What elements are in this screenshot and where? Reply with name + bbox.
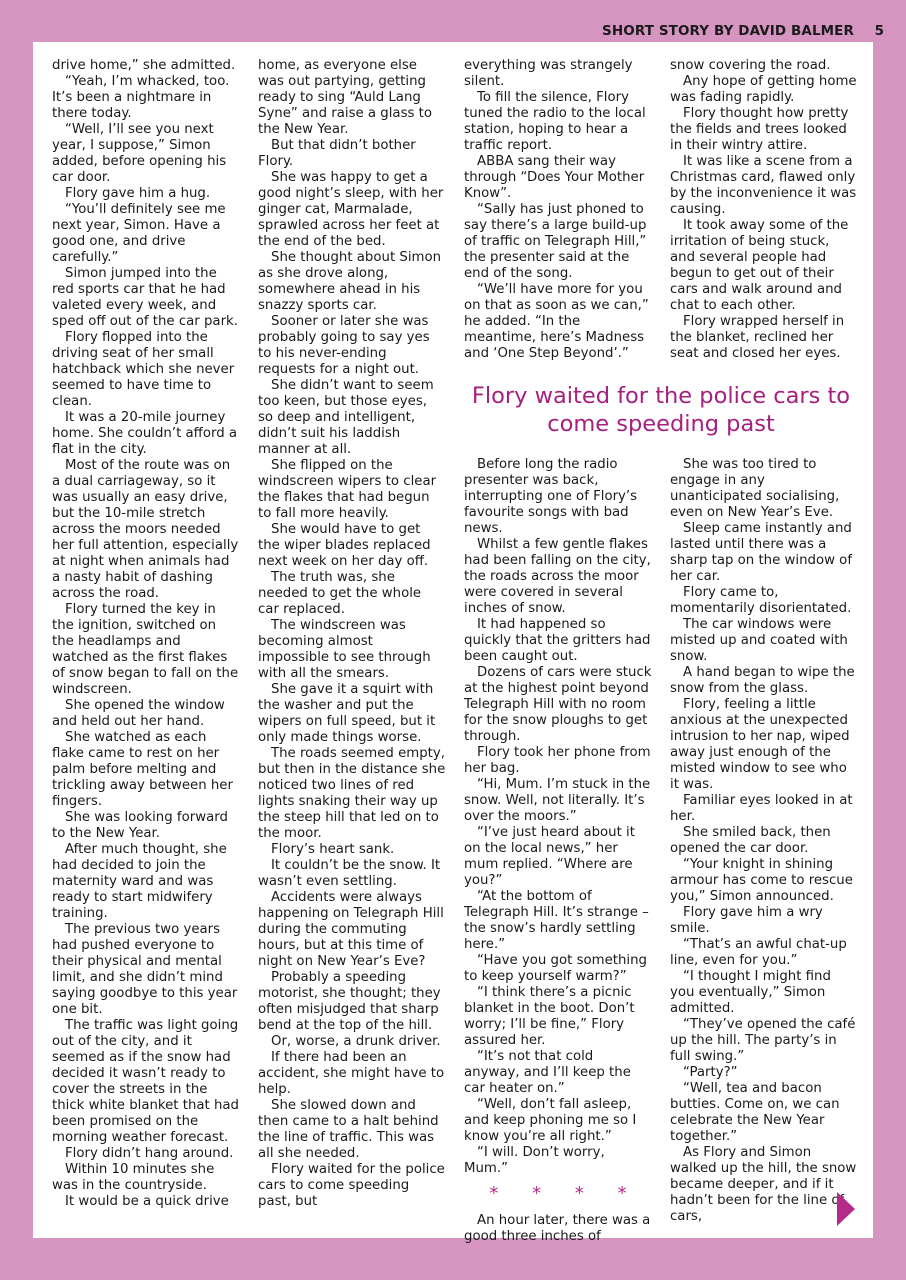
paragraph: “We’ll have more for you on that as soon as we can,” he added. “In the meantime, here’s Madness and ‘One Step Beyond’.” <box>464 282 649 361</box>
paragraph: Flory turned the key in the ignition, switched on the headlamps and watched as the first flakes of snow began to fall on the windscreen. <box>52 602 239 697</box>
page-number: 5 <box>874 23 884 39</box>
paragraph: To fill the silence, Flory tuned the radio to the local station, hoping to hear a traffic report. <box>464 90 646 153</box>
paragraph: She gave it a squirt with the washer and put the wipers on full speed, but it only made things worse. <box>258 682 436 745</box>
paragraph: ABBA sang their way through “Does Your Mother Know”. <box>464 154 645 201</box>
text-column-2 <box>258 58 446 1210</box>
section-divider-stars: * * * * <box>489 1183 641 1204</box>
paragraph: “They’ve opened the café up the hill. The party’s in full swing.” <box>670 1017 856 1064</box>
paragraph: Or, worse, a drunk driver. <box>271 1034 441 1049</box>
paragraph: Probably a speeding motorist, she thought; they often misjudged that sharp bend at the top of the hill. <box>258 970 441 1033</box>
paragraph: The car windows were misted up and coated with snow. <box>670 617 848 664</box>
paragraph: Flory thought how pretty the fields and trees looked in their wintry attire. <box>670 106 849 153</box>
paragraph: Before long the radio presenter was back, interrupting one of Flory’s favourite songs with bad news. <box>464 457 638 536</box>
paragraph: “I thought I might find you eventually,” Simon admitted. <box>670 969 831 1016</box>
paragraph: “I’ve just heard about it on the local news,” her mum replied. “Where are you?” <box>464 825 635 888</box>
paragraph: As Flory and Simon walked up the hill, the snow became deeper, and if it hadn’t been for the line of cars, <box>670 1145 857 1224</box>
paragraph: She was looking forward to the New Year. <box>52 810 228 841</box>
paragraph: She would have to get the wiper blades replaced next week on her day off. <box>258 522 431 569</box>
paragraph: “At the bottom of Telegraph Hill. It’s strange – the snow’s hardly settling here.” <box>464 889 649 952</box>
paragraph: “Your knight in shining armour has come to rescue you,” Simon announced. <box>670 857 853 904</box>
paragraph: It couldn’t be the snow. It wasn’t even settling. <box>258 858 441 889</box>
paragraph: It took away some of the irritation of being stuck, and several people had begun to get out of their cars and walk around and chat to each other. <box>670 218 849 313</box>
page-body <box>33 42 873 1244</box>
paragraph: It was like a scene from a Christmas card, flawed only by the inconvenience it was causing. <box>670 154 857 217</box>
paragraph: drive home,” she admitted. <box>52 58 236 73</box>
text-column-3-top <box>464 58 652 362</box>
paragraph: If there had been an accident, she might have to help. <box>258 1050 445 1097</box>
paragraph: She was too tired to engage in any unanticipated socialising, even on New Year’s Eve. <box>670 457 840 520</box>
text-column-1 <box>52 58 240 1210</box>
paragraph: It would be a quick drive <box>65 1194 229 1209</box>
paragraph: “I think there’s a picnic blanket in the boot. Don’t worry; I’ll be fine,” Flory assured her. <box>464 985 635 1048</box>
paragraph: Within 10 minutes she was in the countryside. <box>52 1162 215 1193</box>
paragraph: everything was strangely silent. <box>464 58 633 89</box>
paragraph: The roads seemed empty, but then in the distance she noticed two lines of red lights snaking their way up the steep hill that led on to the moor. <box>258 746 446 841</box>
paragraph: She slowed down and then came to a halt behind the line of traffic. This was all she needed. <box>258 1098 439 1161</box>
paragraph: She opened the window and held out her hand. <box>52 698 225 729</box>
paragraph: She watched as each flake came to rest on her palm before melting and trickling away between her fingers. <box>52 730 233 809</box>
text-column-4-bottom <box>670 457 858 1225</box>
paragraph: “Sally has just phoned to say there’s a large build-up of traffic on Telegraph Hill,” the presenter said at the end of the song. <box>464 202 647 281</box>
paragraph: “Well, I’ll see you next year, I suppose,” Simon added, before opening his car door. <box>52 122 227 185</box>
paragraph: Flory’s heart sank. <box>271 842 395 857</box>
paragraph: “Well, tea and bacon butties. Come on, we can celebrate the New Year together.” <box>670 1081 840 1144</box>
paragraph: “Have you got something to keep yourself warm?” <box>464 953 647 984</box>
running-header-title: SHORT STORY BY DAVID BALMER <box>602 23 854 39</box>
paragraph: Any hope of getting home was fading rapidly. <box>670 74 857 105</box>
paragraph: Accidents were always happening on Telegraph Hill during the commuting hours, but at this time of night on New Year’s Eve? <box>258 890 444 969</box>
paragraph: It had happened so quickly that the gritters had been caught out. <box>464 617 651 664</box>
paragraph: Flory waited for the police cars to come speeding past, but <box>258 1162 445 1209</box>
paragraph: “Hi, Mum. I’m stuck in the snow. Well, not literally. It’s over the moors.” <box>464 777 651 824</box>
paragraph: The previous two years had pushed everyone to their physical and mental limit, and she didn’t mind saying goodbye to this year one bit. <box>52 922 238 1017</box>
paragraph: home, as everyone else was out partying, getting ready to sing “Auld Lang Syne” and raise a glass to the New Year. <box>258 58 433 137</box>
paragraph: She didn’t want to seem too keen, but those eyes, so deep and intelligent, didn’t suit his laddish manner at all. <box>258 378 434 457</box>
paragraph: Flory came to, momentarily disorientated. <box>670 585 852 616</box>
text-column-3-bottom-body <box>464 457 652 1177</box>
paragraph: “Yeah, I’m whacked, too. It’s been a nightmare in there today. <box>52 74 230 121</box>
paragraph: Flory gave him a hug. <box>65 186 211 201</box>
paragraph: Familiar eyes looked in at her. <box>670 793 853 824</box>
paragraph: Sooner or later she was probably going to say yes to his never-ending requests for a night out. <box>258 314 430 377</box>
paragraph: “That’s an awful chat-up line, even for you.” <box>670 937 847 968</box>
paragraph: “Well, don’t fall asleep, and keep phoning me so I know you’re all right.” <box>464 1097 637 1144</box>
paragraph: The traffic was light going out of the city, and it seemed as if the snow had decided it wasn’t ready to cover the streets in the thick white blanket that had been promised on the morning weather forecast. <box>52 1018 239 1145</box>
paragraph: Flory took her phone from her bag. <box>464 745 651 776</box>
paragraph: But that didn’t bother Flory. <box>258 138 416 169</box>
paragraph: It was a 20-mile journey home. She couldn’t afford a flat in the city. <box>52 410 238 457</box>
paragraph: Dozens of cars were stuck at the highest point beyond Telegraph Hill with no room for the snow ploughs to get through. <box>464 665 652 744</box>
paragraph: Flory flopped into the driving seat of her small hatchback which she never seemed to have time to clean. <box>52 330 235 409</box>
paragraph: “It’s not that cold anyway, and I’ll keep the car heater on.” <box>464 1049 631 1096</box>
paragraph: Whilst a few gentle flakes had been falling on the city, the roads across the moor were covered in several inches of snow. <box>464 537 651 616</box>
paragraph: “Party?” <box>683 1065 738 1080</box>
paragraph: Sleep came instantly and lasted until there was a sharp tap on the window of her car. <box>670 521 852 584</box>
paragraph: She thought about Simon as she drove along, somewhere ahead in his snazzy sports car. <box>258 250 442 313</box>
text-column-3-bottom <box>464 457 652 1245</box>
text-column-4-top <box>670 58 858 362</box>
paragraph: After much thought, she had decided to join the maternity ward and was ready to start midwifery training. <box>52 842 227 921</box>
paragraph: Flory gave him a wry smile. <box>670 905 823 936</box>
paragraph: Most of the route was on a dual carriageway, so it was usually an easy drive, but the 10-mile stretch across the moors needed her full attention, especially at night when animals had a nasty habit of dashing across the road. <box>52 458 239 601</box>
paragraph: The truth was, she needed to get the whole car replaced. <box>258 570 422 617</box>
pull-quote: Flory waited for the police cars to come speeding past <box>471 383 851 437</box>
text-column-3-bottom-tail <box>464 1213 652 1245</box>
page-header <box>0 0 906 42</box>
paragraph: The windscreen was becoming almost impossible to see through with all the smears. <box>258 618 431 681</box>
paragraph: An hour later, there was a good three inches of <box>464 1213 651 1244</box>
paragraph: Flory, feeling a little anxious at the unexpected intrusion to her nap, wiped away just enough of the misted window to see who it was. <box>670 697 850 792</box>
paragraph: She was happy to get a good night’s sleep, with her ginger cat, Marmalade, sprawled across her feet at the end of the bed. <box>258 170 444 249</box>
paragraph: “I will. Don’t worry, Mum.” <box>464 1145 605 1176</box>
paragraph: Flory wrapped herself in the blanket, reclined her seat and closed her eyes. <box>670 314 845 361</box>
paragraph: She smiled back, then opened the car door. <box>670 825 831 856</box>
next-page-arrow-icon[interactable] <box>837 1192 855 1226</box>
paragraph: snow covering the road. <box>670 58 831 73</box>
paragraph: She flipped on the windscreen wipers to clear the flakes that had begun to fall more heavily. <box>258 458 437 521</box>
paragraph: A hand began to wipe the snow from the glass. <box>670 665 855 696</box>
paragraph: “You’ll definitely see me next year, Simon. Have a good one, and drive carefully.” <box>52 202 226 265</box>
paragraph: Flory didn’t hang around. <box>65 1146 234 1161</box>
paragraph: Simon jumped into the red sports car that he had valeted every week, and sped off out of the car park. <box>52 266 238 329</box>
